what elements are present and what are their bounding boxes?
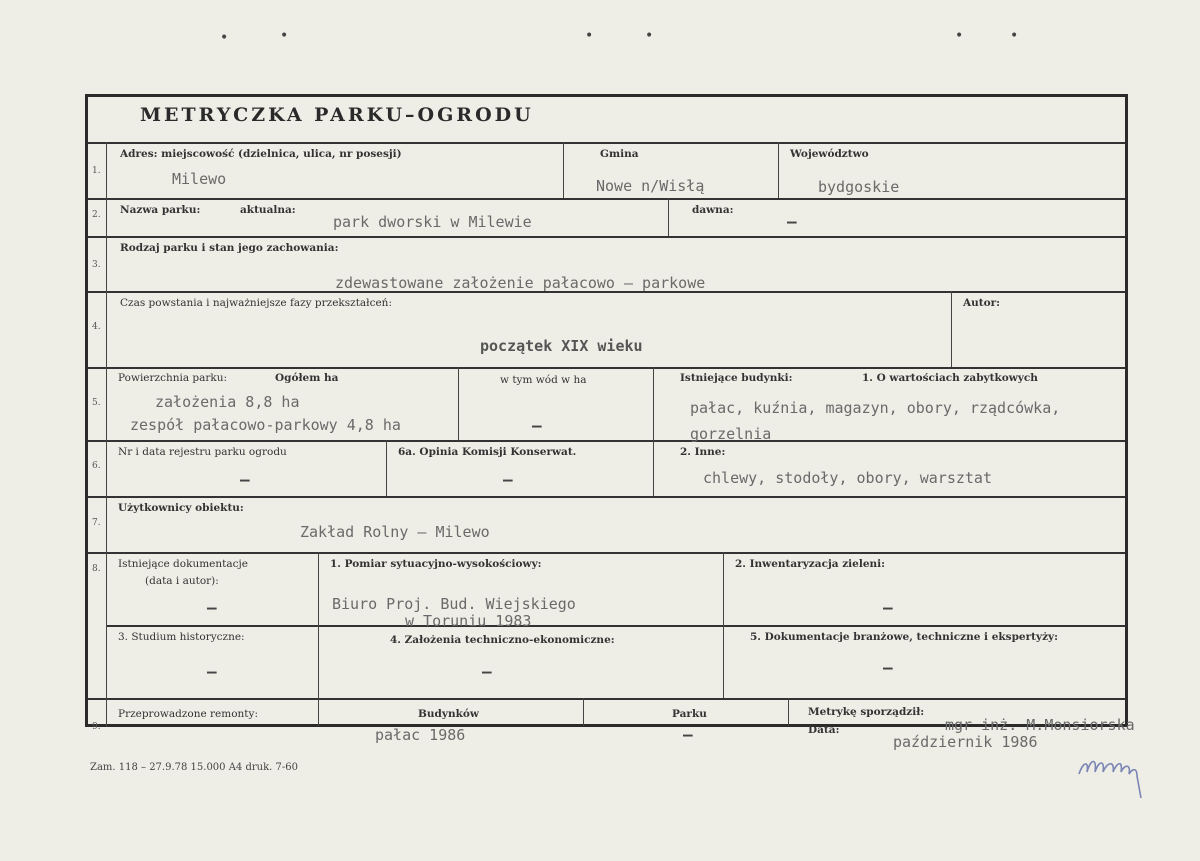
repairs-buildings-value: pałac 1986 <box>375 726 466 744</box>
water-area-value: – <box>532 416 542 435</box>
divider <box>88 198 1125 200</box>
other-buildings-value: chlewy, stodoły, obory, warsztat <box>703 469 992 487</box>
mark-dot: • <box>1010 28 1019 44</box>
prepared-by-value: mgr inż. M.Monsiorska <box>945 716 1135 734</box>
row-number: 7. <box>92 518 101 528</box>
divider <box>88 142 1125 144</box>
row-number: 8. <box>92 564 101 574</box>
mark-dot: • <box>220 30 229 46</box>
area-value-line1: założenia 8,8 ha <box>155 393 300 411</box>
park-type-value: zdewastowane założenie pałacowo – parkowe <box>335 274 706 292</box>
heritage-buildings-label: 1. O wartościach zabytkowych <box>862 372 1038 384</box>
buildings-label: Istniejące budynki: <box>680 372 793 384</box>
history-phases-value: początek XIX wieku <box>480 337 643 355</box>
history-phases-label: Czas powstania i najważniejsze fazy przekształceń: <box>120 297 392 309</box>
mark-dot: • <box>585 28 594 44</box>
area-label: Powierzchnia parku: <box>118 372 228 384</box>
documentation-sublabel: (data i autor): <box>145 575 219 587</box>
heritage-buildings-line1: pałac, kuźnia, magazyn, obory, rządcówka, <box>690 399 1061 417</box>
park-type-label: Rodzaj parku i stan jego zachowania: <box>120 242 339 254</box>
users-value: Zakład Rolny – Milewo <box>300 523 490 541</box>
divider <box>723 552 724 698</box>
divider <box>318 552 319 726</box>
branch-docs-label: 5. Dokumentacje branżowe, techniczne i ekspertyży: <box>750 631 1059 643</box>
tech-economic-value: – <box>482 662 492 681</box>
date-value: październik 1986 <box>893 733 1038 751</box>
signature <box>1075 738 1155 802</box>
current-name-value: park dworski w Milewie <box>333 213 532 231</box>
park-name-label: Nazwa parku: <box>120 204 201 216</box>
divider <box>563 142 564 198</box>
mark-dot: • <box>280 28 289 44</box>
former-name-value: – <box>787 212 797 231</box>
tech-economic-label: 4. Założenia techniczno-ekonomiczne: <box>390 634 615 646</box>
register-label: Nr i data rejestru parku ogrodu <box>118 446 287 458</box>
divider <box>88 698 1125 700</box>
divider <box>951 291 952 367</box>
row-number: 3. <box>92 260 101 270</box>
address-label: Adres: miejscowość (dzielnica, ulica, nr posesji) <box>120 148 402 160</box>
repairs-label: Przeprowadzone remonty: <box>118 708 258 720</box>
print-note: Zam. 118 – 27.9.78 15.000 A4 druk. 7-60 <box>90 762 298 773</box>
divider <box>778 142 779 198</box>
greenery-inventory-value: – <box>883 598 893 617</box>
voivodeship-value: bydgoskie <box>818 178 900 196</box>
area-value-line2: zespół pałacowo-parkowy 4,8 ha <box>130 416 401 434</box>
form-title: METRYCZKA PARKU–OGRODU <box>140 104 534 126</box>
divider <box>653 367 654 496</box>
divider <box>458 367 459 440</box>
survey-value-line2: w Toruniu 1983 <box>405 612 532 630</box>
documentation-value: – <box>207 598 217 617</box>
divider <box>88 496 1125 498</box>
date-label: Data: <box>808 724 840 736</box>
divider <box>788 698 789 726</box>
greenery-inventory-label: 2. Inwentaryzacja zieleni: <box>735 558 886 570</box>
heritage-buildings-line2: gorzelnia <box>690 425 772 443</box>
divider <box>106 142 107 727</box>
mark-dot: • <box>645 28 654 44</box>
historical-study-value: – <box>207 662 217 681</box>
divider <box>88 367 1125 369</box>
opinion-label: 6a. Opinia Komisji Konserwat. <box>398 446 577 458</box>
area-total-label: Ogółem ha <box>275 372 339 384</box>
voivodeship-label: Województwo <box>790 148 869 160</box>
row-number: 5. <box>92 398 101 408</box>
row-number: 1. <box>92 166 101 176</box>
address-value: Milewo <box>172 170 227 188</box>
opinion-value: – <box>503 470 513 489</box>
mark-dot: • <box>955 28 964 44</box>
former-name-label: dawna: <box>692 204 734 216</box>
prepared-by-label: Metrykę sporządził: <box>808 706 925 718</box>
divider <box>668 198 669 236</box>
repairs-park-label: Parku <box>672 708 707 720</box>
register-value: – <box>240 470 250 489</box>
survey-label: 1. Pomiar sytuacyjno-wysokościowy: <box>330 558 542 570</box>
gmina-label: Gmina <box>600 148 639 160</box>
branch-docs-value: – <box>883 658 893 677</box>
divider <box>88 440 1125 442</box>
water-area-label: w tym wód w ha <box>500 374 587 386</box>
author-label: Autor: <box>963 297 1001 309</box>
row-number: 4. <box>92 322 101 332</box>
divider <box>583 698 584 726</box>
row-number: 6. <box>92 461 101 471</box>
survey-value-line1: Biuro Proj. Bud. Wiejskiego <box>332 595 576 613</box>
repairs-park-value: – <box>683 725 693 744</box>
historical-study-label: 3. Studium historyczne: <box>118 631 245 643</box>
divider <box>106 625 1125 627</box>
users-label: Użytkownicy obiektu: <box>118 502 244 514</box>
current-name-label: aktualna: <box>240 204 296 216</box>
row-number: 2. <box>92 210 101 220</box>
divider <box>88 552 1125 554</box>
gmina-value: Nowe n/Wisłą <box>596 177 705 195</box>
documentation-label: Istniejące dokumentacje <box>118 558 248 570</box>
divider <box>386 440 387 496</box>
row-number: 9. <box>92 722 101 732</box>
divider <box>88 236 1125 238</box>
other-buildings-label: 2. Inne: <box>680 446 726 458</box>
repairs-buildings-label: Budynków <box>418 708 479 720</box>
